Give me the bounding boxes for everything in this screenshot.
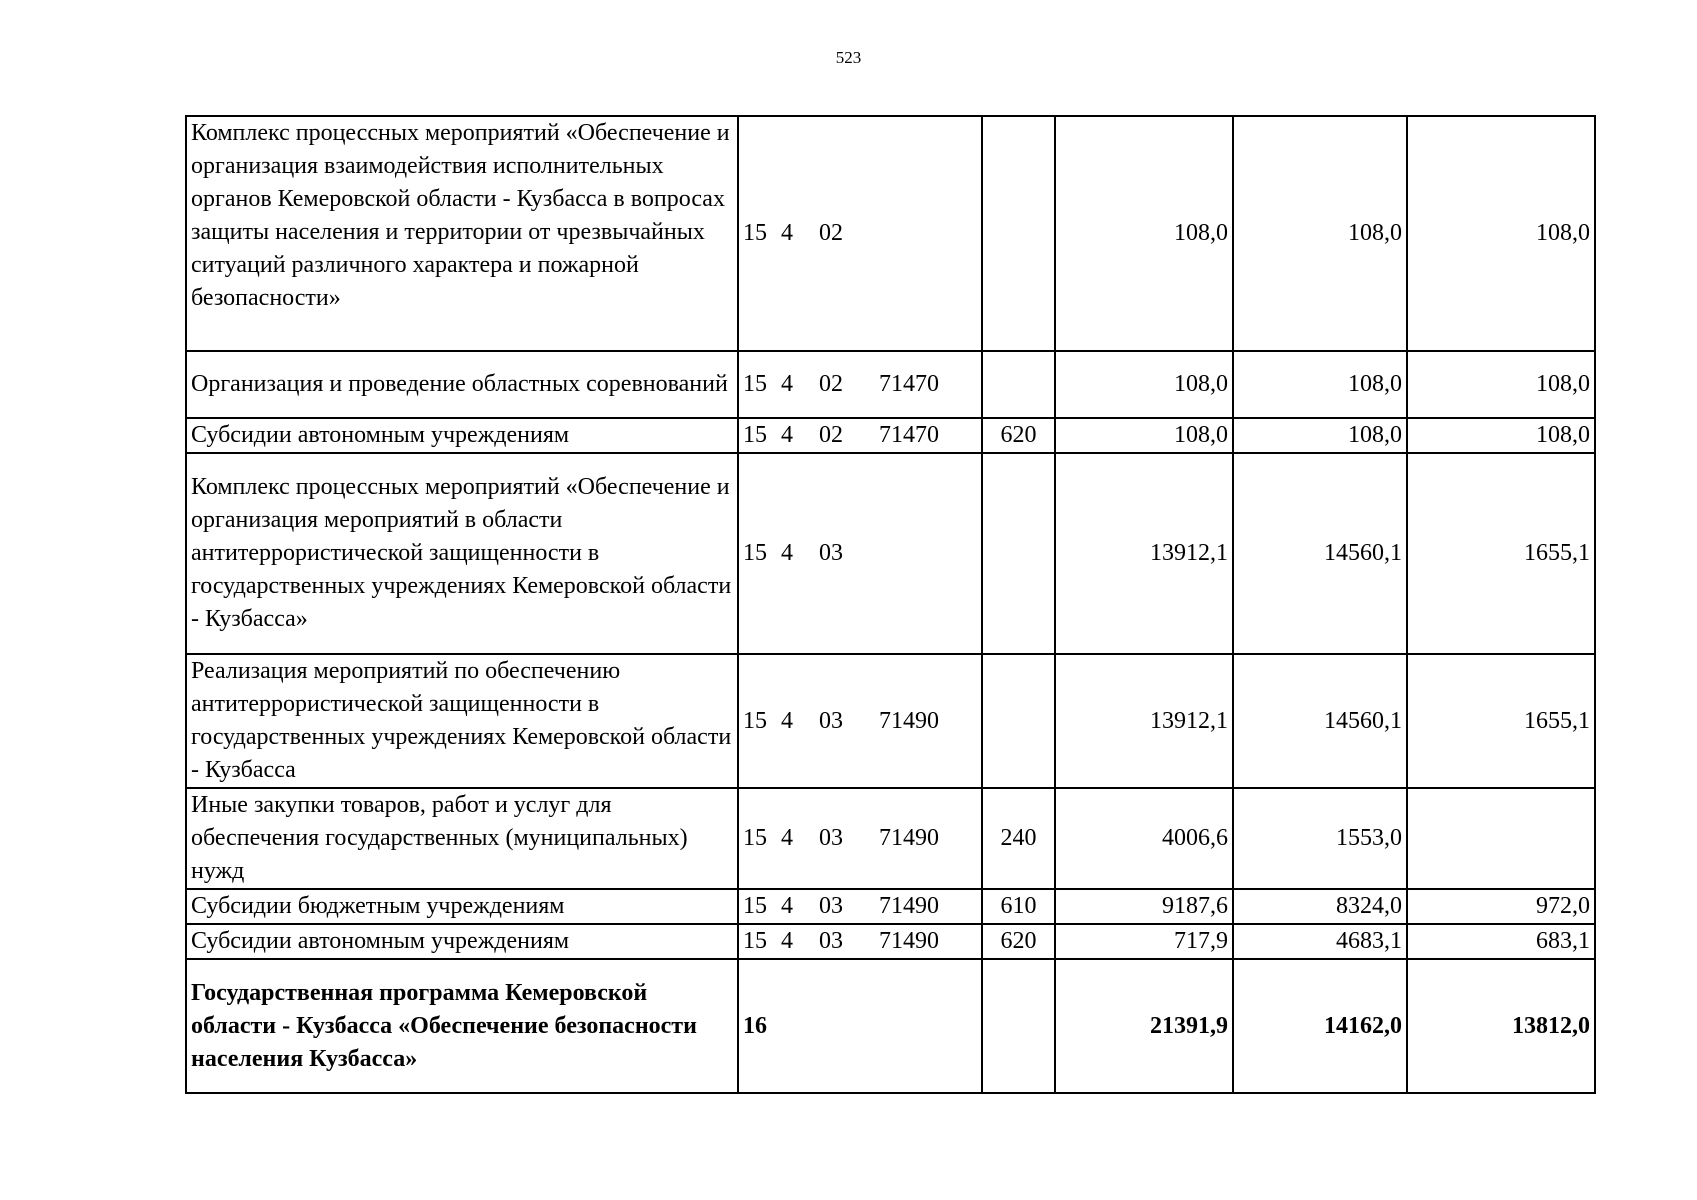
row-expense-type bbox=[982, 959, 1055, 1093]
code-program: 15 bbox=[743, 371, 767, 397]
row-value-2: 4683,1 bbox=[1233, 924, 1407, 959]
code-subprogram: 4 bbox=[781, 220, 793, 246]
row-value-1: 717,9 bbox=[1055, 924, 1233, 959]
row-code bbox=[738, 418, 982, 453]
code-direction: 71470 bbox=[879, 371, 939, 397]
table-row bbox=[186, 889, 1595, 924]
code-main-event: 03 bbox=[819, 540, 843, 566]
row-value-1: 13912,1 bbox=[1055, 654, 1233, 788]
row-name: Комплекс процессных мероприятий «Обеспечение и организация взаимодействия исполнительных органов Кемеровской области - Кузбасса в вопросах защиты населения и территории от чрезвычайных ситуаций различного характера и пожарной безопасности» bbox=[186, 116, 738, 351]
row-expense-type bbox=[982, 351, 1055, 418]
row-expense-type bbox=[982, 116, 1055, 351]
code-main-event: 03 bbox=[819, 928, 843, 954]
code-main-event: 03 bbox=[819, 893, 843, 919]
table-row-program-total bbox=[186, 959, 1595, 1093]
table-row bbox=[186, 654, 1595, 788]
row-value-1: 108,0 bbox=[1055, 116, 1233, 351]
code-direction: 71470 bbox=[879, 422, 939, 448]
code-program: 15 bbox=[743, 928, 767, 954]
row-value-1: 13912,1 bbox=[1055, 453, 1233, 654]
row-code bbox=[738, 453, 982, 654]
row-expense-type bbox=[982, 453, 1055, 654]
page-number: 523 bbox=[835, 48, 862, 67]
code-direction: 71490 bbox=[879, 707, 939, 734]
code-subprogram: 4 bbox=[781, 540, 793, 566]
row-code bbox=[738, 924, 982, 959]
code-subprogram: 4 bbox=[781, 893, 793, 919]
row-expense-type: 240 bbox=[982, 788, 1055, 889]
code-subprogram: 4 bbox=[781, 371, 793, 397]
code-direction: 71490 bbox=[879, 893, 939, 919]
row-value-3: 108,0 bbox=[1407, 351, 1595, 418]
row-value-1: 9187,6 bbox=[1055, 889, 1233, 924]
code-main-event: 02 bbox=[819, 422, 843, 448]
row-value-1: 21391,9 bbox=[1055, 959, 1233, 1093]
code-subprogram: 4 bbox=[781, 928, 793, 954]
row-value-2: 108,0 bbox=[1233, 116, 1407, 351]
row-name: Организация и проведение областных соревнований bbox=[186, 351, 738, 418]
table-row bbox=[186, 924, 1595, 959]
budget-table bbox=[185, 115, 1596, 1094]
row-expense-type: 620 bbox=[982, 924, 1055, 959]
row-name: Комплекс процессных мероприятий «Обеспечение и организация мероприятий в области антитеррористической защищенности в государственных учреждениях Кемеровской области - Кузбасса» bbox=[186, 453, 738, 654]
row-name: Субсидии бюджетным учреждениям bbox=[186, 889, 738, 924]
code-subprogram: 4 bbox=[781, 422, 793, 448]
code-program: 15 bbox=[743, 893, 767, 919]
row-value-2: 14162,0 bbox=[1233, 959, 1407, 1093]
row-value-3: 108,0 bbox=[1407, 116, 1595, 351]
row-code bbox=[738, 351, 982, 418]
code-direction: 71490 bbox=[879, 825, 939, 851]
code-subprogram: 4 bbox=[781, 825, 793, 851]
row-value-3: 972,0 bbox=[1407, 889, 1595, 924]
code-direction: 71490 bbox=[879, 928, 939, 954]
code-program: 16 bbox=[743, 1012, 767, 1039]
code-main-event: 02 bbox=[819, 220, 843, 246]
table-row bbox=[186, 418, 1595, 453]
table-row bbox=[186, 116, 1595, 351]
row-value-1: 108,0 bbox=[1055, 351, 1233, 418]
row-value-2: 14560,1 bbox=[1233, 654, 1407, 788]
row-name: Субсидии автономным учреждениям bbox=[186, 418, 738, 453]
row-value-1: 4006,6 bbox=[1055, 788, 1233, 889]
code-main-event: 03 bbox=[819, 825, 843, 851]
table-row bbox=[186, 453, 1595, 654]
row-code bbox=[738, 788, 982, 889]
row-value-2: 8324,0 bbox=[1233, 889, 1407, 924]
row-code bbox=[738, 116, 982, 351]
row-code bbox=[738, 654, 982, 788]
code-program: 15 bbox=[743, 422, 767, 448]
table-row bbox=[186, 351, 1595, 418]
row-value-2: 108,0 bbox=[1233, 351, 1407, 418]
row-value-3: 108,0 bbox=[1407, 418, 1595, 453]
row-name: Субсидии автономным учреждениям bbox=[186, 924, 738, 959]
code-subprogram: 4 bbox=[781, 707, 793, 734]
row-value-3: 13812,0 bbox=[1407, 959, 1595, 1093]
table-row bbox=[186, 788, 1595, 889]
row-code bbox=[738, 959, 982, 1093]
row-name: Иные закупки товаров, работ и услуг для обеспечения государственных (муниципальных) нужд bbox=[186, 788, 738, 889]
row-value-3: 683,1 bbox=[1407, 924, 1595, 959]
row-name: Государственная программа Кемеровской области - Кузбасса «Обеспечение безопасности населения Кузбасса» bbox=[186, 959, 738, 1093]
row-value-2: 108,0 bbox=[1233, 418, 1407, 453]
code-main-event: 03 bbox=[819, 707, 843, 734]
code-program: 15 bbox=[743, 707, 767, 734]
row-value-3: 1655,1 bbox=[1407, 453, 1595, 654]
code-program: 15 bbox=[743, 220, 767, 246]
row-expense-type: 620 bbox=[982, 418, 1055, 453]
code-main-event: 02 bbox=[819, 371, 843, 397]
row-expense-type bbox=[982, 654, 1055, 788]
row-value-1: 108,0 bbox=[1055, 418, 1233, 453]
row-code bbox=[738, 889, 982, 924]
row-expense-type: 610 bbox=[982, 889, 1055, 924]
row-value-2: 14560,1 bbox=[1233, 453, 1407, 654]
code-program: 15 bbox=[743, 540, 767, 566]
row-value-3: 1655,1 bbox=[1407, 654, 1595, 788]
row-name: Реализация мероприятий по обеспечению антитеррористической защищенности в государственных учреждениях Кемеровской области - Кузбасса bbox=[186, 654, 738, 788]
row-value-3 bbox=[1407, 788, 1595, 889]
row-value-2: 1553,0 bbox=[1233, 788, 1407, 889]
code-program: 15 bbox=[743, 825, 767, 851]
